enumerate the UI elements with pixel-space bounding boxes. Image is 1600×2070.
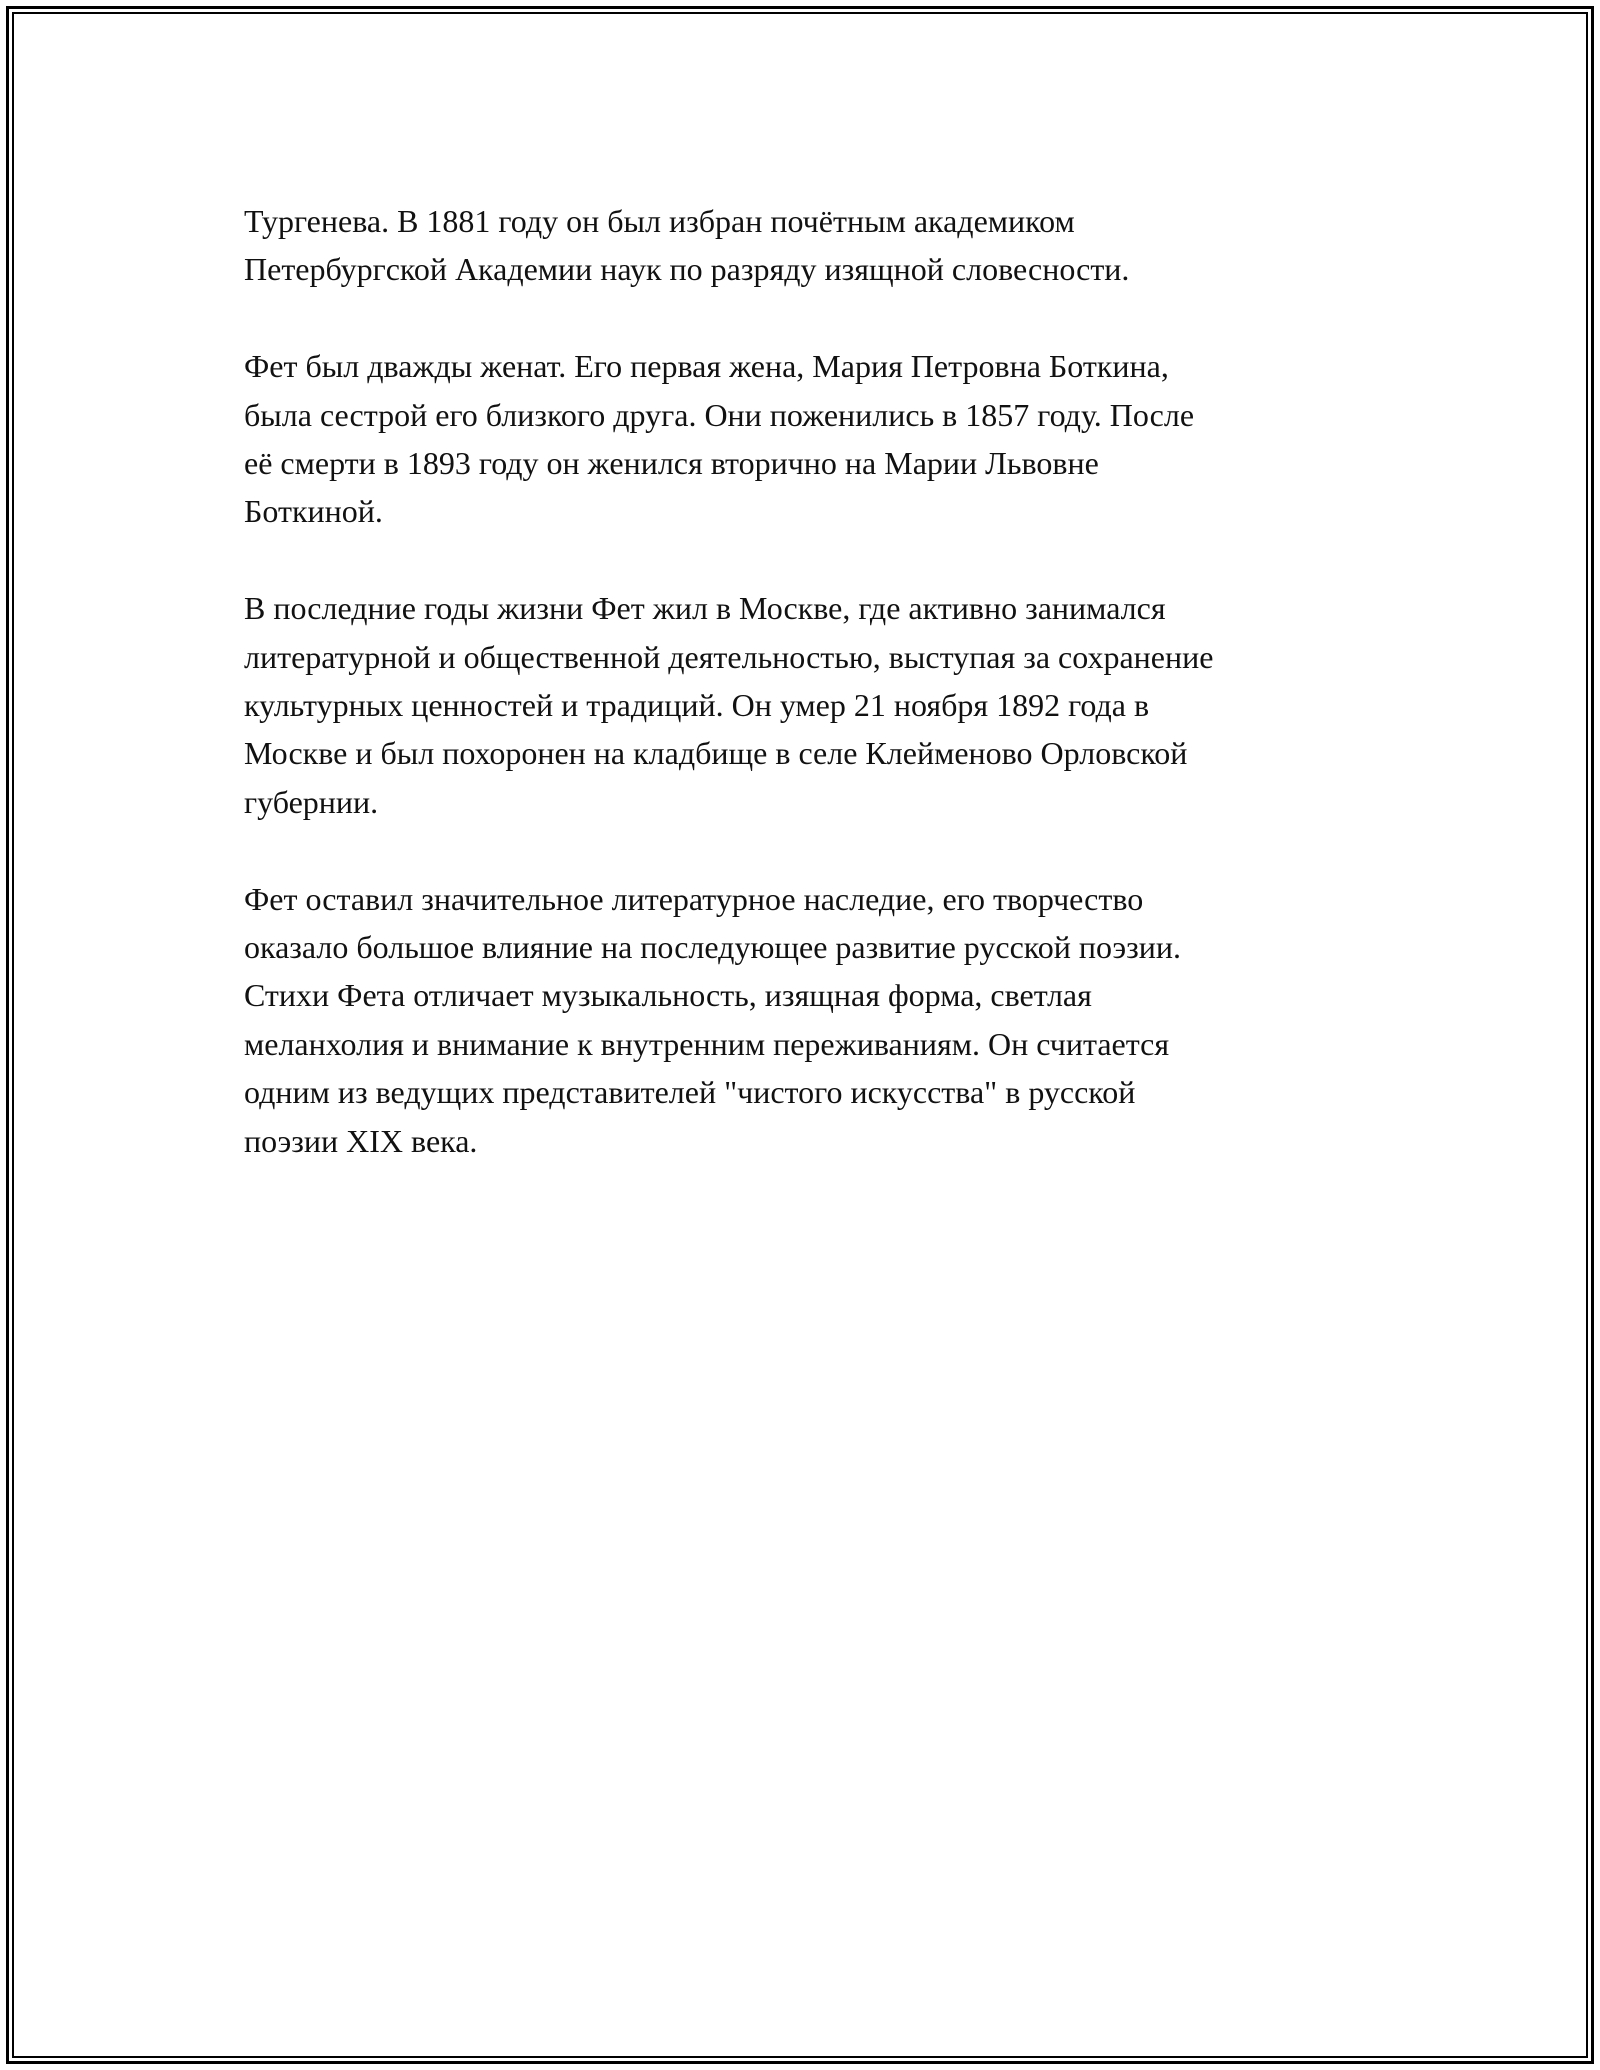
paragraph-line: была сестрой его близкого друга. Они поженились в 1857 году. После: [244, 396, 1195, 433]
paragraph-line: губернии.: [244, 783, 379, 820]
paragraph-line: Москве и был похоронен на кладбище в селе Клейменово Орловской: [244, 735, 1188, 772]
paragraph-line: меланхолия и внимание к внутренним переживаниям. Он считается: [244, 1025, 1170, 1062]
paragraph-line: поэзии XIX века.: [244, 1122, 478, 1159]
paragraph-line: Фет оставил значительное литературное наследие, его творчество: [244, 880, 1144, 917]
paragraph-line: культурных ценностей и традиций. Он умер 21 ноября 1892 года в: [244, 687, 1150, 724]
paragraph-line: Фет был дважды женат. Его первая жена, Мария Петровна Боткина,: [244, 348, 1169, 385]
paragraph-1: [244, 197, 1384, 294]
paragraph-line: Петербургской Академии наук по разряду изящной словесности.: [244, 251, 1130, 288]
paragraph-line: Боткиной.: [244, 493, 383, 530]
paragraph-line: литературной и общественной деятельностью, выступая за сохранение: [244, 638, 1214, 675]
paragraph-4: [244, 875, 1384, 1165]
paragraph-line: оказало большое влияние на последующее развитие русской поэзии.: [244, 929, 1181, 966]
paragraph-2: [244, 342, 1384, 536]
document-body: [244, 197, 1384, 1213]
paragraph-line: Тургенева. В 1881 году он был избран почётным академиком: [244, 203, 1075, 239]
paragraph-line: её смерти в 1893 году он женился вторично на Марии Львовне: [244, 445, 1099, 482]
paragraph-line: Стихи Фета отличает музыкальность, изящная форма, светлая: [244, 977, 1092, 1014]
page-border: [6, 6, 1594, 2064]
paragraph-line: одним из ведущих представителей "чистого искусства" в русской: [244, 1074, 1136, 1111]
paragraph-3: [244, 584, 1384, 826]
paragraph-line: В последние годы жизни Фет жил в Москве, где активно занимался: [244, 590, 1166, 627]
